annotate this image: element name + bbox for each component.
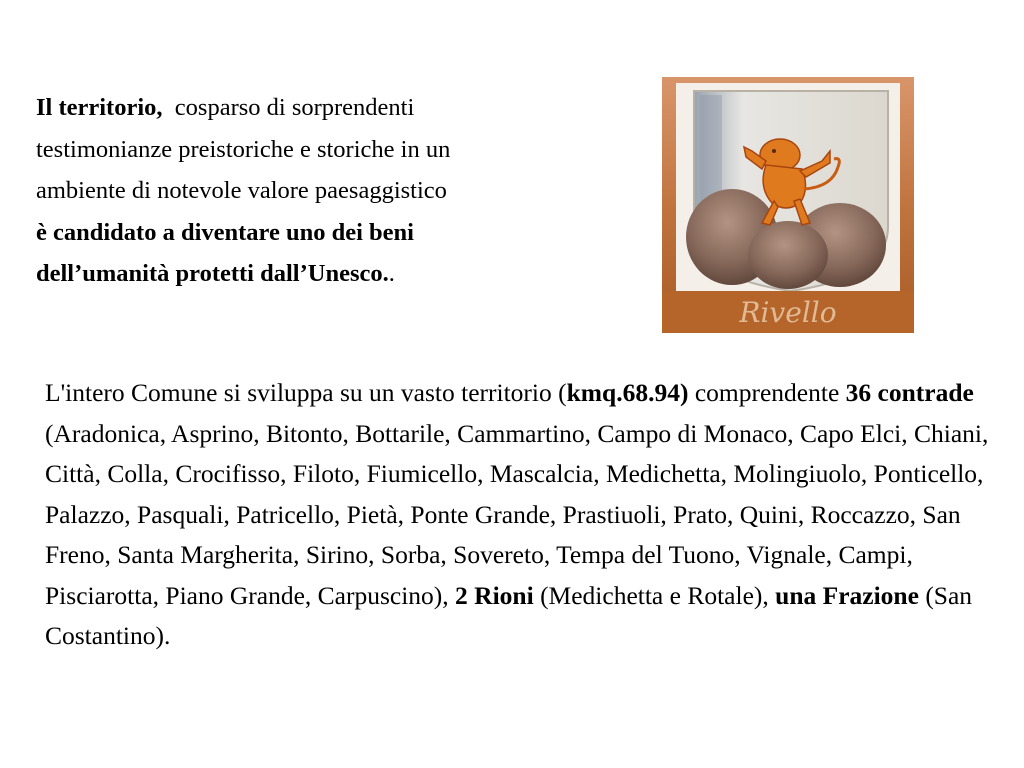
territory-text-2: comprendente xyxy=(694,378,840,407)
territory-contrade-list: (Aradonica, Asprino, Bitonto, Bottarile, Cammartino, Campo di Monaco, Capo Elci, Chiani, Città, Colla, Crocifisso, Filoto, Fiumicello, Mascalcia, Medichetta, Molingiuolo, Ponticello, Palazzo, Pasquali, Patricello, Pietà, Ponte Grande, Prastiuoli, Prato, Quini, Roccazzo, San Freno, Santa Margherita, Sirino, Sorba, Sovereto, Tempa del Tuono, Vignale, Campi, Pisciarotta, Piano Grande, Carpuscino), xyxy=(45,418,989,610)
intro-text-a: cosparso di sorprendenti xyxy=(174,94,415,121)
territory-text-1: L'intero Comune si sviluppa su un vasto territorio ( xyxy=(45,378,567,407)
territory-contrade-count: 36 contrade xyxy=(845,378,974,407)
intro-text-c: ambiente di notevole valore paesaggistico xyxy=(36,177,447,204)
intro-bold-a: è candidato a diventare uno dei beni xyxy=(36,218,414,246)
territory-frazione: una Frazione xyxy=(775,580,919,610)
territory-area: kmq.68.94) xyxy=(566,378,689,407)
territory-rioni-list: (Medichetta e Rotale), xyxy=(540,580,769,610)
crest-caption: Rivello xyxy=(739,296,837,329)
intro-paragraph xyxy=(36,87,636,295)
intro-bold-lead: Il territorio, xyxy=(36,94,163,121)
crest-rock-middle xyxy=(748,221,828,289)
territory-frazione-name: (San Costantino). xyxy=(45,580,973,650)
crest-icon xyxy=(662,77,914,333)
territory-paragraph xyxy=(45,373,995,657)
intro-tail: . xyxy=(388,260,395,287)
intro-text-b: testimonianze preistoriche e storiche in un xyxy=(36,135,451,163)
rivello-crest-image xyxy=(662,77,914,333)
intro-bold-b: dell’umanità protetti dall’Unesco. xyxy=(36,260,389,287)
territory-rioni-count: 2 Rioni xyxy=(455,580,534,610)
